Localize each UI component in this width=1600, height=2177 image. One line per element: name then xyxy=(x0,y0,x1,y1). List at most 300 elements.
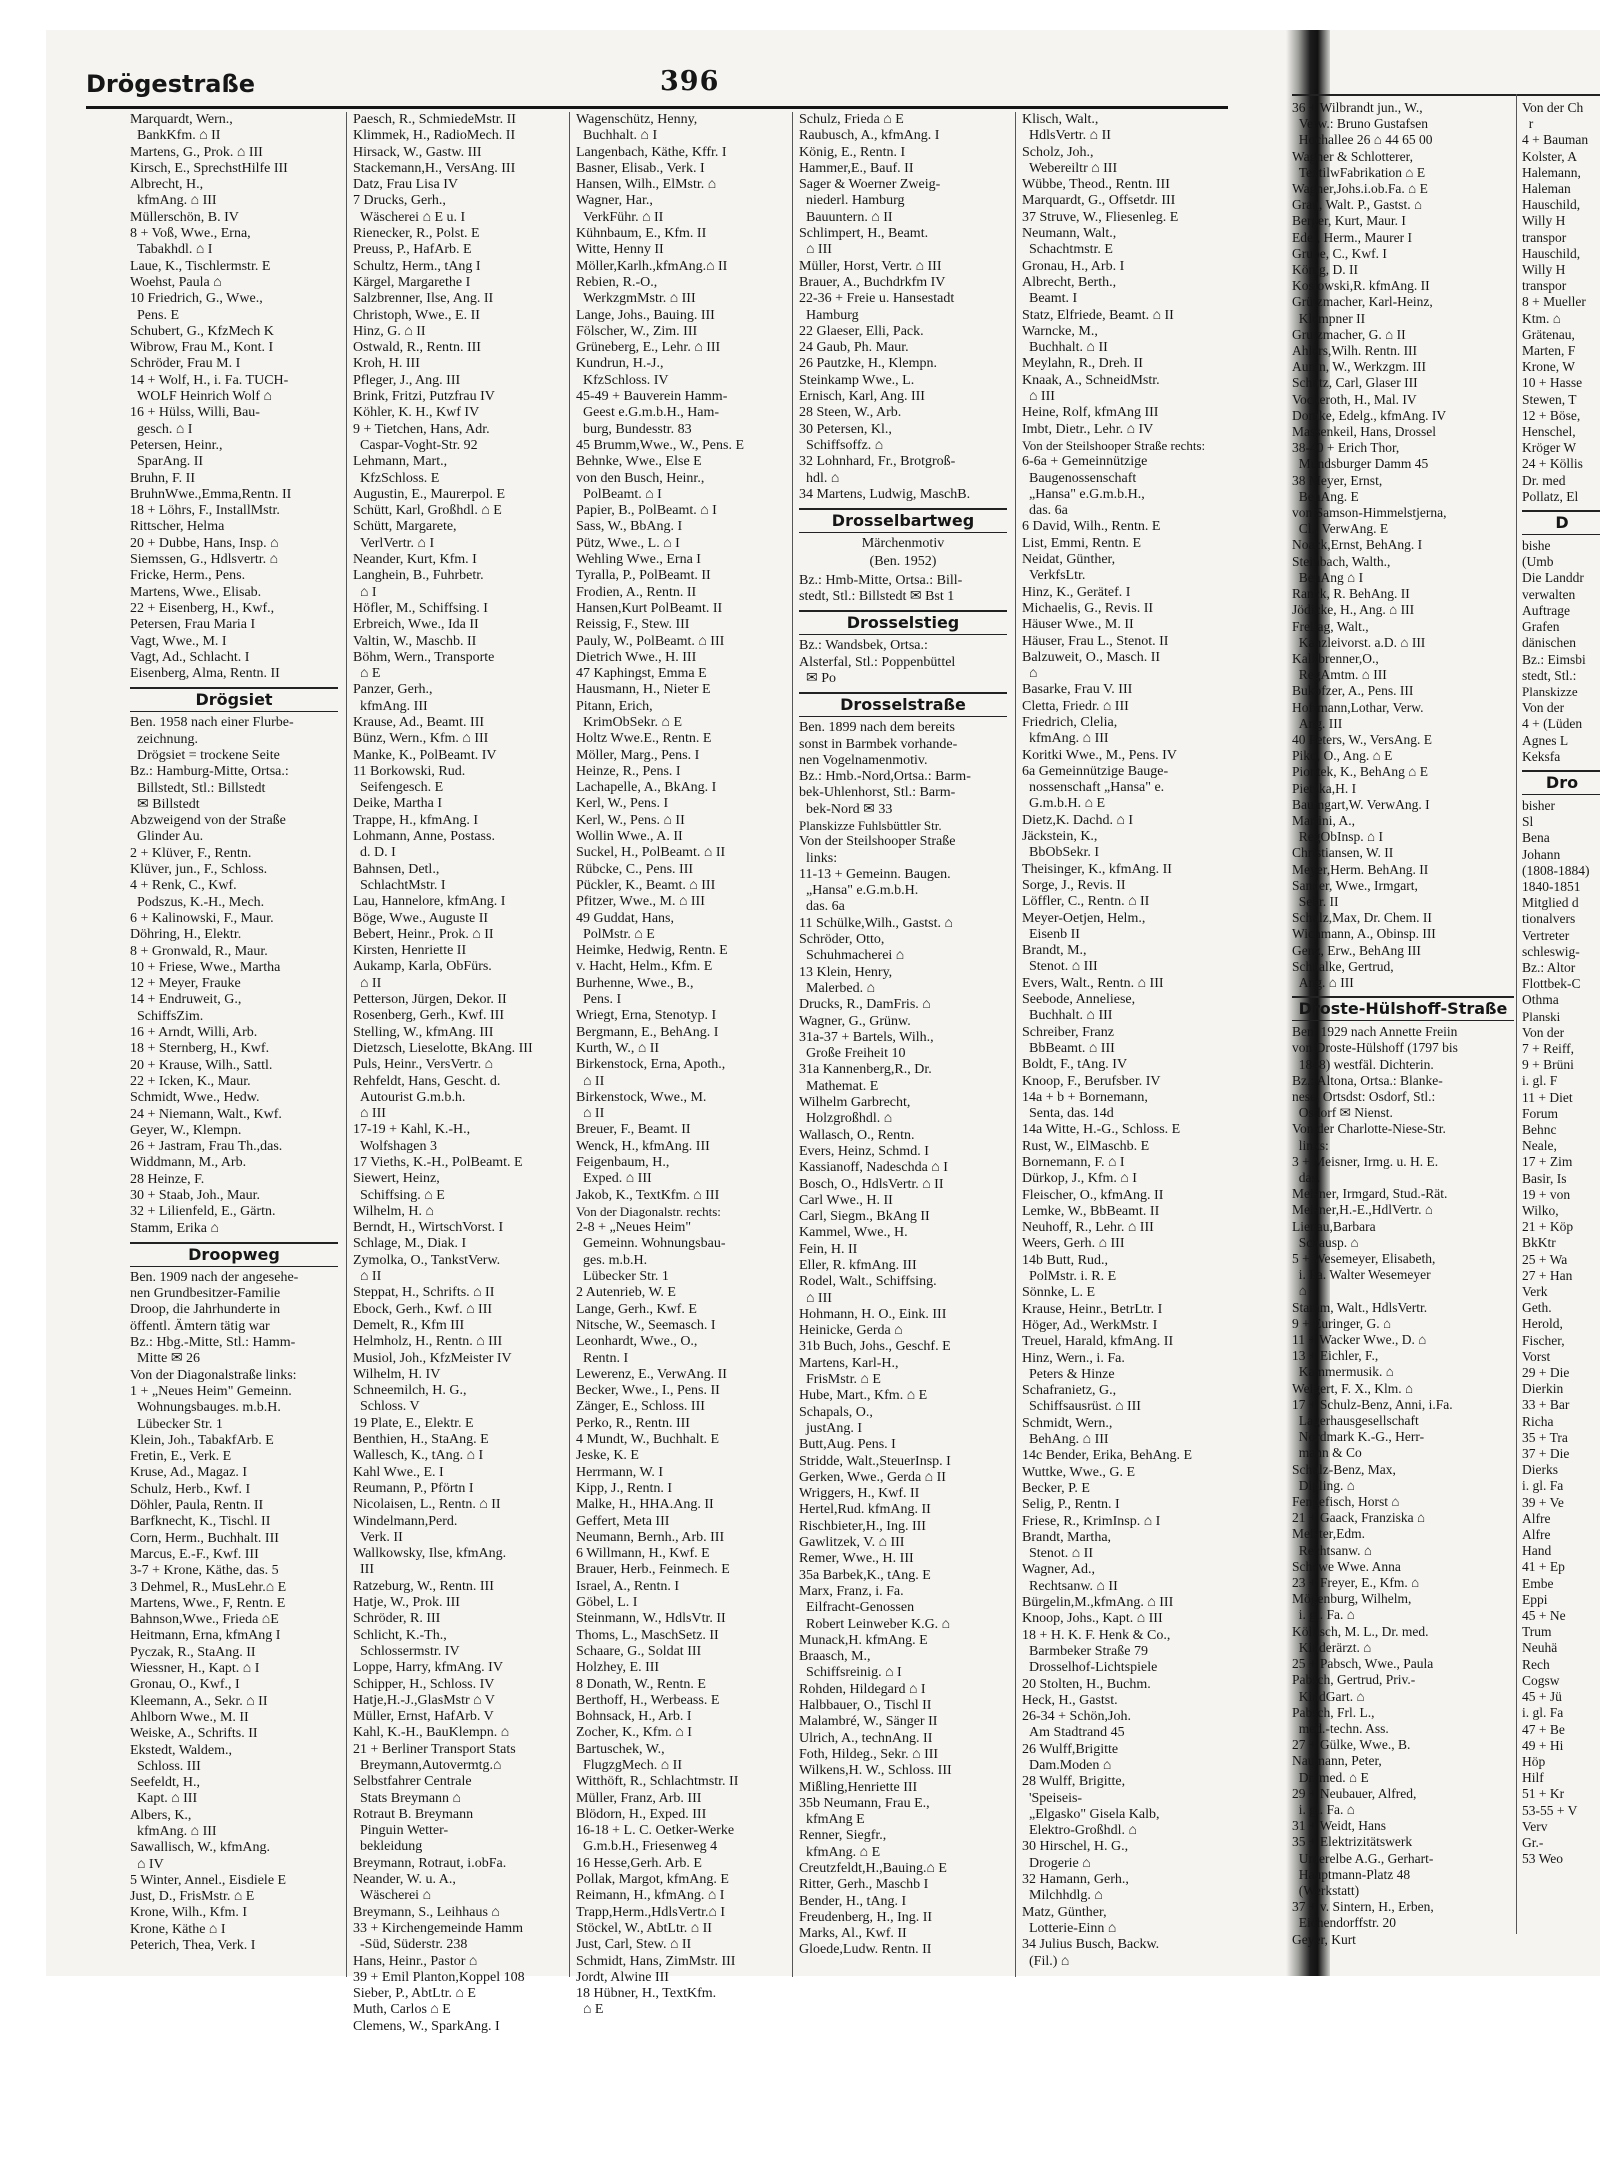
directory-entry: Brandt, M., xyxy=(1022,943,1087,959)
running-head-street: Drögestraße xyxy=(86,70,256,98)
directory-entry: Domke, Edelg., kfmAng. IV xyxy=(1292,407,1447,423)
directory-entry: Kerl, W., Pens. ⌂ II xyxy=(576,812,685,828)
directory-entry: Heimke, Hedwig, Rentn. E xyxy=(576,943,728,959)
directory-entry: BbBeamt. ⌂ III xyxy=(1022,1040,1115,1056)
directory-entry: Von der Charlotte-Niese-Str. xyxy=(1292,1121,1446,1137)
directory-entry: 45 + Ne xyxy=(1522,1608,1566,1624)
directory-entry: Grüneberg, E., Lehr. ⌂ III xyxy=(576,340,721,356)
directory-entry: Suckel, H., PolBeamt. ⌂ II xyxy=(576,845,726,861)
directory-entry: König, D. II xyxy=(1292,262,1358,278)
directory-entry: ⌂ II xyxy=(353,1269,382,1285)
directory-entry: 26 Wulff,Brigitte xyxy=(1022,1741,1119,1757)
directory-entry: Aunin, W., Werkzgm. III xyxy=(1292,359,1427,375)
directory-entry: „Hansa" e.G.m.b.H., xyxy=(1022,486,1145,502)
directory-entry: Trapp,Herm.,HdlsVertr.⌂ I xyxy=(576,1904,726,1920)
directory-entry: Knoop, F., Berufsber. IV xyxy=(1022,1073,1161,1089)
directory-entry: 7 + Reiff, xyxy=(1522,1040,1574,1056)
directory-entry: 45 Brumm,Wwe., W., Pens. E xyxy=(576,437,744,453)
directory-entry: Rischbieter,H., Ing. III xyxy=(799,1518,926,1534)
directory-entry: Gloede,Ludw. Rentn. II xyxy=(799,1942,932,1958)
directory-entry: Naumann, Peter, xyxy=(1292,1753,1382,1769)
directory-entry: Kärgel, Margarethe I xyxy=(353,274,471,290)
directory-entry: Kleemann, A., Sekr. ⌂ II xyxy=(130,1693,268,1709)
directory-entry: Schmidt, Hans, ZimMstr. III xyxy=(576,1953,736,1969)
directory-entry: 18 + H. K. F. Henk & Co., xyxy=(1022,1627,1171,1643)
directory-entry: 6-6a + Gemeinnützige xyxy=(1022,454,1148,470)
directory-entry: Weiske, A., Schrifts. II xyxy=(130,1726,258,1742)
directory-entry: Jödicke, H., Ang. ⌂ III xyxy=(1292,602,1415,618)
directory-entry: 45-49 + Bauverein Hamm- xyxy=(576,389,728,405)
directory-entry: 11 + Wacker Wwe., D. ⌂ xyxy=(1292,1332,1427,1348)
directory-entry: Ritter, Gerh., Maschb I xyxy=(799,1877,929,1893)
right-header-rule xyxy=(1292,94,1600,96)
directory-entry: 24 + Köllis xyxy=(1522,456,1583,472)
directory-entry: Wichmann, A., Obinsp. III xyxy=(1292,926,1436,942)
directory-entry: Hoffmann,Lothar, Verw. xyxy=(1292,699,1424,715)
directory-entry: FrisMstr. ⌂ E xyxy=(799,1372,881,1388)
directory-entry: Martens, Wwe., Elisab. xyxy=(130,584,262,600)
directory-entry: Bz.: Altor xyxy=(1522,959,1576,975)
directory-entry: 6 + Kalinowski, F., Maur. xyxy=(130,910,274,926)
directory-entry: Geth. xyxy=(1522,1300,1552,1316)
directory-entry: Agnes L xyxy=(1522,732,1569,748)
directory-entry: Marks, Al., Kwf. II xyxy=(799,1926,907,1942)
directory-entry: Heitmann, Erna, kfmAng I xyxy=(130,1628,281,1644)
directory-entry: Dr. med. ⌂ E xyxy=(1292,1769,1369,1785)
directory-entry: Stamm, Walt., HdlsVertr. xyxy=(1292,1299,1428,1315)
directory-entry: Kanzleivorst. a.D. ⌂ III xyxy=(1292,634,1426,650)
directory-entry: 17 Vieths, K.-H., PolBeamt. E xyxy=(353,1155,523,1170)
directory-entry: Perko, R., Rentn. III xyxy=(576,1415,690,1431)
directory-entry: justAng. I xyxy=(799,1420,862,1436)
directory-entry: Scholz, Joh., xyxy=(1022,144,1094,160)
column-divider xyxy=(1516,94,1517,1934)
header-rule xyxy=(86,106,1228,109)
directory-entry: Bahnsen, Detl., xyxy=(353,861,440,877)
directory-entry: Vorst xyxy=(1522,1348,1551,1364)
directory-entry: Ahlborn Wwe., M. II xyxy=(130,1709,249,1725)
directory-entry: Heine, Rolf, kfmAng III xyxy=(1022,405,1159,421)
directory-entry: Pfitzer, Wwe., M. ⌂ III xyxy=(576,894,705,910)
directory-entry: Remer, Wwe., H. III xyxy=(799,1551,914,1567)
directory-entry: 16 + Arndt, Willi, Arb. xyxy=(130,1025,258,1041)
directory-entry: Martens, Wwe., F, Rentn. E xyxy=(130,1595,286,1611)
directory-entry: Stöckel, W., AbtLtr. ⌂ II xyxy=(576,1920,712,1936)
directory-entry: Buchhalt. ⌂ II xyxy=(1022,340,1108,356)
directory-entry: Seifengesch. E xyxy=(353,780,444,796)
directory-entry: Erbreich, Wwe., Ida II xyxy=(353,617,479,633)
directory-entry: 11 Schülke,Wilh., Gastst. ⌂ xyxy=(799,915,953,931)
directory-entry: Imbt, Dietr., Lehr. ⌂ IV xyxy=(1022,421,1154,437)
directory-entry: 32 + Lilienfeld, E., Gärtn. xyxy=(130,1204,276,1220)
directory-entry: 16 + Hülss, Willi, Bau- xyxy=(130,405,260,421)
directory-entry: Lohmann, Anne, Postass. xyxy=(353,829,495,845)
directory-entry: Geffert, Meta III xyxy=(576,1513,670,1529)
street-heading: Drögsiet xyxy=(130,687,338,712)
directory-entry: Löffler, C., Rentn. ⌂ II xyxy=(1022,894,1150,910)
directory-entry: Heck, H., Gastst. xyxy=(1022,1692,1118,1708)
directory-entry: 14 + Wolf, H., i. Fa. TUCH- xyxy=(130,372,289,388)
directory-entry: 27 + Han xyxy=(1522,1267,1573,1283)
directory-entry: Heinicke, Gerda ⌂ xyxy=(799,1323,903,1339)
directory-entry: Dierks xyxy=(1522,1462,1558,1478)
directory-entry: Pollatz, El xyxy=(1522,488,1579,504)
directory-entry: Tyralla, P., PolBeamt. II xyxy=(576,568,711,584)
directory-entry: 51 + Kr xyxy=(1522,1786,1565,1802)
directory-entry: Stackemann,H., VersAng. III xyxy=(353,160,516,176)
directory-entry: 32 Hamann, Gerh., xyxy=(1022,1872,1129,1888)
directory-entry: Langhein, B., Fuhrbetr. xyxy=(353,568,484,584)
directory-entry: BbObSekr. I xyxy=(1022,845,1099,861)
directory-entry: Bz.: Eimsbi xyxy=(1522,651,1586,667)
directory-entry: Elektro-Großhdl. ⌂ xyxy=(1022,1823,1137,1839)
directory-entry: 49 + Hi xyxy=(1522,1737,1564,1753)
directory-entry: RegAmtm. ⌂ III xyxy=(1292,667,1387,683)
directory-entry: d. D. I xyxy=(353,845,396,861)
directory-entry: Dam.Moden ⌂ xyxy=(1022,1757,1112,1773)
directory-entry: Friedrich, Clelia, xyxy=(1022,714,1118,730)
directory-entry: 7 Drucks, Gerh., xyxy=(353,193,446,209)
directory-entry: Johann xyxy=(1522,846,1561,862)
directory-entry: Wilhelm, H. ⌂ xyxy=(353,1203,434,1219)
direction-note: Von der Steilshooper Straße rechts: xyxy=(1022,437,1206,453)
directory-entry: Drucks, R., DamFris. ⌂ xyxy=(799,997,931,1013)
directory-entry: Lachapelle, A., BkAng. I xyxy=(576,780,717,796)
directory-entry: Köhler, K. H., Kwf IV xyxy=(353,405,480,421)
directory-entry: Sander, Wwe., Irmgart, xyxy=(1292,877,1418,893)
directory-entry: Fölscher, W., Zim. III xyxy=(576,323,698,339)
directory-entry: Pinguin Wetter- xyxy=(353,1823,449,1839)
directory-entry: ✉ Po xyxy=(799,670,837,686)
directory-entry: HdlsVertr. ⌂ II xyxy=(1022,128,1111,144)
directory-entry: nese, Ortsdst: Osdorf, Stl.: xyxy=(1292,1088,1436,1104)
directory-entry: Höfler, M., Schiffsing. I xyxy=(353,600,488,616)
directory-entry: Von der Ch xyxy=(1522,100,1584,115)
directory-entry: 17 + Schulz-Benz, Anni, i.Fa. xyxy=(1292,1396,1453,1412)
directory-entry: Schulz-Benz, Max, xyxy=(1292,1461,1396,1477)
directory-entry: 6 Willmann, H., Kwf. E xyxy=(576,1546,710,1562)
directory-entry: Kammermusik. ⌂ xyxy=(1292,1364,1394,1380)
directory-entry: Kinderärzt. ⌂ xyxy=(1292,1639,1372,1655)
directory-entry: 37 Struve, W., Fliesenleg. E xyxy=(1022,209,1179,225)
directory-entry: Klüver, jun., F., Schloss. xyxy=(130,862,268,878)
directory-entry: SchlachtMstr. I xyxy=(353,877,446,893)
directory-entry: Kahl, K.-H., BauKlempn. ⌂ xyxy=(353,1725,510,1741)
directory-entry: Brauer, Herb., Feinmech. E xyxy=(576,1562,730,1578)
directory-entry: Böhm, Wern., Transporte xyxy=(353,649,495,665)
directory-entry: Fengefisch, Horst ⌂ xyxy=(1292,1494,1400,1510)
directory-entry: Seebode, Anneliese, xyxy=(1022,992,1136,1008)
directory-entry: Sieber, P., AbtLtr. ⌂ E xyxy=(353,1986,476,2002)
directory-entry: Marquardt, G., Offsetdr. III xyxy=(1022,193,1176,209)
directory-entry: Siemssen, G., Hdlsvertr. ⌂ xyxy=(130,552,279,568)
directory-entry: Clemens, W., SparkAng. I xyxy=(353,2018,500,2034)
directory-entry: Evers, Walt., Rentn. ⌂ III xyxy=(1022,975,1164,991)
directory-entry: Rittscher, Helma xyxy=(130,519,225,535)
directory-entry: Friese, R., KrimInsp. ⌂ I xyxy=(1022,1513,1161,1529)
directory-entry: Hilf xyxy=(1522,1770,1544,1786)
directory-entry: 35a Barbek,K., tAng. E xyxy=(799,1567,931,1583)
directory-entry: Krause, Ad., Beamt. III xyxy=(353,714,485,730)
directory-entry: Gawlitzek, V. ⌂ III xyxy=(799,1535,905,1551)
directory-entry: Hatje,H.-J.,GlasMstr ⌂ V xyxy=(353,1692,495,1708)
directory-entry: Malerbed. ⌂ xyxy=(799,980,876,996)
directory-entry: transpor xyxy=(1522,229,1567,245)
directory-entry: Malke, H., HHA.Ang. II xyxy=(576,1497,714,1513)
directory-entry: Sönnke, L. E xyxy=(1022,1285,1096,1301)
directory-entry: Drosselhof-Lichtspiele xyxy=(1022,1660,1158,1676)
directory-entry: Zocher, K., Kfm. ⌂ I xyxy=(576,1725,692,1741)
directory-entry: Schiffsausrüst. ⌂ III xyxy=(1022,1399,1141,1415)
directory-entry: Ulrich, A., technAng. II xyxy=(799,1730,933,1746)
directory-entry: Boldt, F., tAng. IV xyxy=(1022,1057,1128,1073)
right-column-2 xyxy=(1522,100,1600,1867)
directory-entry: Rübcke, C., Pens. III xyxy=(576,861,694,877)
directory-entry: Neumann, Walt., xyxy=(1022,226,1117,242)
directory-entry: Marx, Franz, i. Fa. xyxy=(799,1583,904,1599)
directory-entry: Basner, Elisab., Verk. I xyxy=(576,160,705,176)
directory-entry: Gerken, Wwe., Gerda ⌂ II xyxy=(799,1469,946,1485)
directory-entry: Reissig, F., Stew. III xyxy=(576,617,690,633)
directory-entry: Reumann, P., Pförtn I xyxy=(353,1480,474,1496)
directory-entry: Gronau, H., Arb. I xyxy=(1022,258,1125,274)
directory-entry: Hertel,Rud. kfmAng. II xyxy=(799,1502,931,1518)
directory-entry: 5 Winter, Annel., Eisdiele E xyxy=(130,1872,287,1888)
directory-entry: Schiffsing. ⌂ E xyxy=(353,1187,445,1203)
directory-entry: Breuer, F., Beamt. II xyxy=(576,1122,691,1138)
directory-entry: Hochallee 26 ⌂ 44 65 00 xyxy=(1292,132,1433,148)
directory-entry: Fischer, xyxy=(1522,1332,1565,1348)
directory-entry: 39 + Ve xyxy=(1522,1494,1564,1510)
directory-entry: 41 + Ep xyxy=(1522,1559,1565,1575)
directory-entry: Munack,H. kfmAng. E xyxy=(799,1632,928,1648)
page-number: 396 xyxy=(660,66,720,97)
directory-entry: 14a + b + Bornemann, xyxy=(1022,1089,1148,1105)
directory-entry: Ostwald, R., Rentn. III xyxy=(353,340,481,356)
directory-entry: Lübecker Str. 1 xyxy=(576,1269,669,1285)
directory-entry: Freitag, Walt., xyxy=(1292,618,1369,634)
directory-entry: Kirsch, E., SprechstHilfe III xyxy=(130,160,288,176)
directory-entry: 11 + Diet xyxy=(1522,1089,1573,1105)
directory-entry: Balzuweit, O., Masch. II xyxy=(1022,649,1161,665)
directory-entry: Rodel, Walt., Schiffsing. xyxy=(799,1274,937,1290)
directory-entry: Neander, W. u. A., xyxy=(353,1872,456,1888)
directory-entry: Ben. 1958 nach einer Flurbe- xyxy=(130,715,294,731)
directory-entry: Stamm, Erika ⌂ xyxy=(130,1220,219,1236)
directory-entry: Edel, Herm., Maurer I xyxy=(1292,229,1412,245)
directory-entry: Schlicht, K.-Th., xyxy=(353,1627,447,1643)
directory-entry: Pens. E xyxy=(130,307,179,323)
directory-entry: 19 Plate, E., Elektr. E xyxy=(353,1415,474,1431)
directory-entry: Kipp, J., Rentn. I xyxy=(576,1480,673,1496)
directory-entry: Hatje, W., Prok. III xyxy=(353,1595,460,1611)
directory-entry: Rotraut B. Breymann xyxy=(353,1806,474,1822)
directory-entry: Dürkop, J., Kfm. ⌂ I xyxy=(1022,1171,1137,1187)
directory-entry: Lange, Gerh., Kwf. E xyxy=(576,1301,697,1317)
directory-entry: kfmAng. ⌂ III xyxy=(1022,731,1109,747)
directory-entry: RegObInsp. ⌂ I xyxy=(1292,829,1383,845)
directory-entry: 6a Gemeinnützige Bauge- xyxy=(1022,763,1169,779)
directory-entry: Barfknecht, K., Tischl. II xyxy=(130,1514,271,1530)
directory-entry: Schiffsreinig. ⌂ I xyxy=(799,1665,902,1681)
directory-entry: 24 + Niemann, Walt., Kwf. xyxy=(130,1106,282,1122)
directory-entry: Steinmann, W., HdlsVtr. II xyxy=(576,1611,726,1627)
directory-entry: Auftrage xyxy=(1522,602,1570,618)
directory-entry: Ktm. ⌂ xyxy=(1522,310,1561,326)
directory-entry: von Samson-Himmelstjerna, xyxy=(1292,505,1447,521)
directory-entry: Schmidt, Wern., xyxy=(1022,1415,1113,1431)
directory-entry: Jäckstein, K., xyxy=(1022,829,1098,845)
directory-entry: Koritki Wwe., M., Pens. IV xyxy=(1022,747,1177,763)
directory-entry: Kalkbrenner,O., xyxy=(1292,650,1379,666)
directory-entry: 8 Donath, W., Rentn. E xyxy=(576,1676,706,1692)
directory-entry: das. 6a xyxy=(799,899,845,915)
directory-entry: mann & Co xyxy=(1292,1445,1362,1461)
directory-entry: ⌂ III xyxy=(799,1290,832,1306)
directory-entry: Renner, Siegfr., xyxy=(799,1828,887,1844)
directory-entry: Billstedt, Stl.: Billstedt xyxy=(130,780,266,796)
directory-entry: Eisenberg, Alma, Rentn. II xyxy=(130,666,280,682)
directory-entry: 16-18 + L. C. Oetker-Werke xyxy=(576,1823,735,1839)
directory-entry: Statz, Elfriede, Beamt. ⌂ II xyxy=(1022,307,1174,323)
directory-entry: Geest e.G.m.b.H., Ham- xyxy=(576,405,720,421)
directory-entry: 49 Guddat, Hans, xyxy=(576,910,674,926)
directory-entry: Neuhoff, R., Lehr. ⌂ III xyxy=(1022,1220,1154,1236)
directory-entry: 31 + Weidt, Hans xyxy=(1292,1818,1387,1834)
directory-entry: Schloss. V xyxy=(353,1399,420,1415)
directory-entry: Martens, G., Prok. ⌂ III xyxy=(130,144,263,160)
directory-entry: Ahlers,Wilh. Rentn. III xyxy=(1292,343,1418,359)
directory-entry: Wagenschütz, Henny, xyxy=(576,112,698,127)
directory-entry: Hausmann, H., Nieter E xyxy=(576,682,711,698)
directory-entry: Bz.: Altona, Ortsa.: Blanke- xyxy=(1292,1072,1443,1088)
directory-entry: Berger, Kurt, Maur. I xyxy=(1292,213,1406,229)
directory-entry: Gronau, O., Kwf., I xyxy=(130,1677,240,1693)
directory-entry: Müllerschön, B. IV xyxy=(130,209,239,225)
directory-entry: 14b Butt, Rud., xyxy=(1022,1252,1108,1268)
directory-entry: Schreiber, Franz xyxy=(1022,1024,1114,1040)
directory-entry: Rechtsanw. ⌂ II xyxy=(1022,1578,1118,1594)
directory-entry: Trappe, H., kfmAng. I xyxy=(353,812,479,828)
directory-entry: Wollin Wwe., A. II xyxy=(576,829,683,845)
directory-entry: Hammer,E., Bauf. II xyxy=(799,160,914,176)
directory-entry: Warncke, M., xyxy=(1022,323,1098,339)
directory-entry: Mögenburg, Wilhelm, xyxy=(1292,1591,1412,1607)
directory-entry: hdl. ⌂ xyxy=(799,470,840,486)
directory-entry: Pyczak, R., StaAng. II xyxy=(130,1644,256,1660)
directory-entry: Wallesch, K., tAng. ⌂ I xyxy=(353,1448,484,1464)
directory-entry: Halbbauer, O., Tischl II xyxy=(799,1698,932,1714)
directory-entry: WerkzgmMstr. ⌂ III xyxy=(576,291,696,307)
directory-entry: 29 + Die xyxy=(1522,1365,1570,1381)
directory-entry: Datz, Frau Lisa IV xyxy=(353,177,458,193)
directory-entry: Schausp. ⌂ xyxy=(1292,1234,1359,1250)
street-subheading: Märchenmotiv xyxy=(861,536,945,552)
directory-entry: 24 Gaub, Ph. Maur. xyxy=(799,340,909,356)
column-divider xyxy=(1015,112,1016,1977)
directory-entry: dänischen xyxy=(1522,635,1576,651)
directory-entry: Wiessner, H., Kapt. ⌂ I xyxy=(130,1661,260,1677)
directory-entry: Schlossermstr. IV xyxy=(353,1643,460,1659)
directory-entry: Marquardt, Wern., xyxy=(130,112,233,127)
directory-entry: Cogsw xyxy=(1522,1672,1560,1688)
directory-entry: 27 + Gülke, Wwe., B. xyxy=(1292,1737,1411,1753)
directory-entry: Wriggers, H., Kwf. II xyxy=(799,1486,920,1502)
directory-entry: öffentl. Ämtern tätig war xyxy=(130,1318,270,1334)
directory-entry: Ben. 1929 nach Annette Freiin xyxy=(1292,1024,1458,1040)
directory-entry: stedt, Stl.: xyxy=(1522,667,1577,683)
directory-entry: Petterson, Jürgen, Dekor. II xyxy=(353,992,507,1008)
directory-entry: BankKfm. ⌂ II xyxy=(130,128,221,144)
directory-entry: Salzbrenner, Ilse, Ang. II xyxy=(353,291,494,307)
directory-entry: Grafen xyxy=(1522,619,1560,635)
directory-entry: 36 + Wilbrandt jun., W., xyxy=(1292,100,1423,115)
directory-entry: Wuttke, Wwe., G. E xyxy=(1022,1464,1136,1480)
directory-entry: kfmAng. ⌂ III xyxy=(130,193,217,209)
directory-entry: SparAng. II xyxy=(130,454,204,470)
directory-entry: Kapt. ⌂ III xyxy=(130,1791,198,1807)
directory-entry: Hinz, K., Gerätef. I xyxy=(1022,584,1131,600)
directory-entry: 10 + Hasse xyxy=(1522,375,1583,391)
directory-entry: Rust, W., ElMaschb. E xyxy=(1022,1138,1150,1154)
directory-entry: Weigert, F. X., Klm. ⌂ xyxy=(1292,1380,1414,1396)
directory-entry: Langenbach, Käthe, Kffr. I xyxy=(576,144,727,160)
directory-entry: Rohden, Hildegard ⌂ I xyxy=(799,1681,926,1697)
directory-entry: Rebien, R.-O., xyxy=(576,274,658,290)
directory-entry: Behnc xyxy=(1522,1121,1557,1137)
directory-entry: Willy H xyxy=(1522,213,1566,229)
directory-entry: Jordt, Alwine III xyxy=(576,1969,669,1985)
direction-note: Planskizze Fuhlsbüttler Str. xyxy=(799,817,942,833)
directory-entry: Hans, Heinr., Pastor ⌂ xyxy=(353,1953,478,1969)
directory-entry: Ebock, Gerh., Kwf. ⌂ III xyxy=(353,1301,493,1317)
directory-entry: Neale, xyxy=(1522,1138,1557,1154)
directory-entry: Embe xyxy=(1522,1575,1554,1591)
directory-entry: Bukofzer, A., Pens. III xyxy=(1292,683,1414,699)
directory-column-5 xyxy=(1022,112,1230,1970)
directory-entry: Sager & Woerner Zweig- xyxy=(799,177,941,193)
directory-entry: Martini, A., xyxy=(1292,812,1355,828)
directory-entry: Cl., VerwAng. E xyxy=(1292,521,1389,537)
directory-entry: Wolfshagen 3 xyxy=(353,1138,438,1154)
directory-entry: Schulz, Herb., Kwf. I xyxy=(130,1481,251,1497)
directory-entry: Gemeinn. Wohnungsbau- xyxy=(576,1236,726,1252)
directory-entry: 35b Neumann, Frau E., xyxy=(799,1795,930,1811)
directory-entry: PolBeamt. ⌂ I xyxy=(576,486,662,502)
directory-entry: Bünz, Wern., Kfm. ⌂ III xyxy=(353,731,489,747)
directory-entry: Grube, C., Kwf. I xyxy=(1292,245,1387,261)
directory-entry: 13 Klein, Henry, xyxy=(799,964,893,980)
directory-entry: gesch. ⌂ I xyxy=(130,421,193,437)
directory-entry: Steinkamp Wwe., L. xyxy=(799,372,915,388)
directory-entry: Dr. med xyxy=(1522,472,1566,488)
directory-entry: Musiol, Joh., KfzMeister IV xyxy=(353,1350,512,1366)
directory-entry: KfzSchloss. IV xyxy=(576,372,669,388)
directory-entry: Fricke, Herm., Pens. xyxy=(130,568,246,584)
directory-entry: Müller, Horst, Vertr. ⌂ III xyxy=(799,258,942,274)
directory-entry: zeichnung. xyxy=(130,731,199,747)
directory-entry: Hamburg xyxy=(799,307,859,323)
directory-entry: Dierkin xyxy=(1522,1381,1564,1397)
directory-entry: Schiffsoffz. ⌂ xyxy=(799,437,884,453)
directory-entry: Bena xyxy=(1522,830,1550,846)
directory-entry: 28 Wulff, Brigitte, xyxy=(1022,1774,1126,1790)
directory-entry: 47 + Be xyxy=(1522,1721,1565,1737)
directory-entry: Feigenbaum, H., xyxy=(576,1155,670,1170)
directory-entry: Heinze, R., Pens. I xyxy=(576,763,681,779)
directory-entry: Peterich, Thea, Verk. I xyxy=(130,1938,256,1954)
directory-entry: Wilhelm Garbrecht, xyxy=(799,1095,911,1111)
